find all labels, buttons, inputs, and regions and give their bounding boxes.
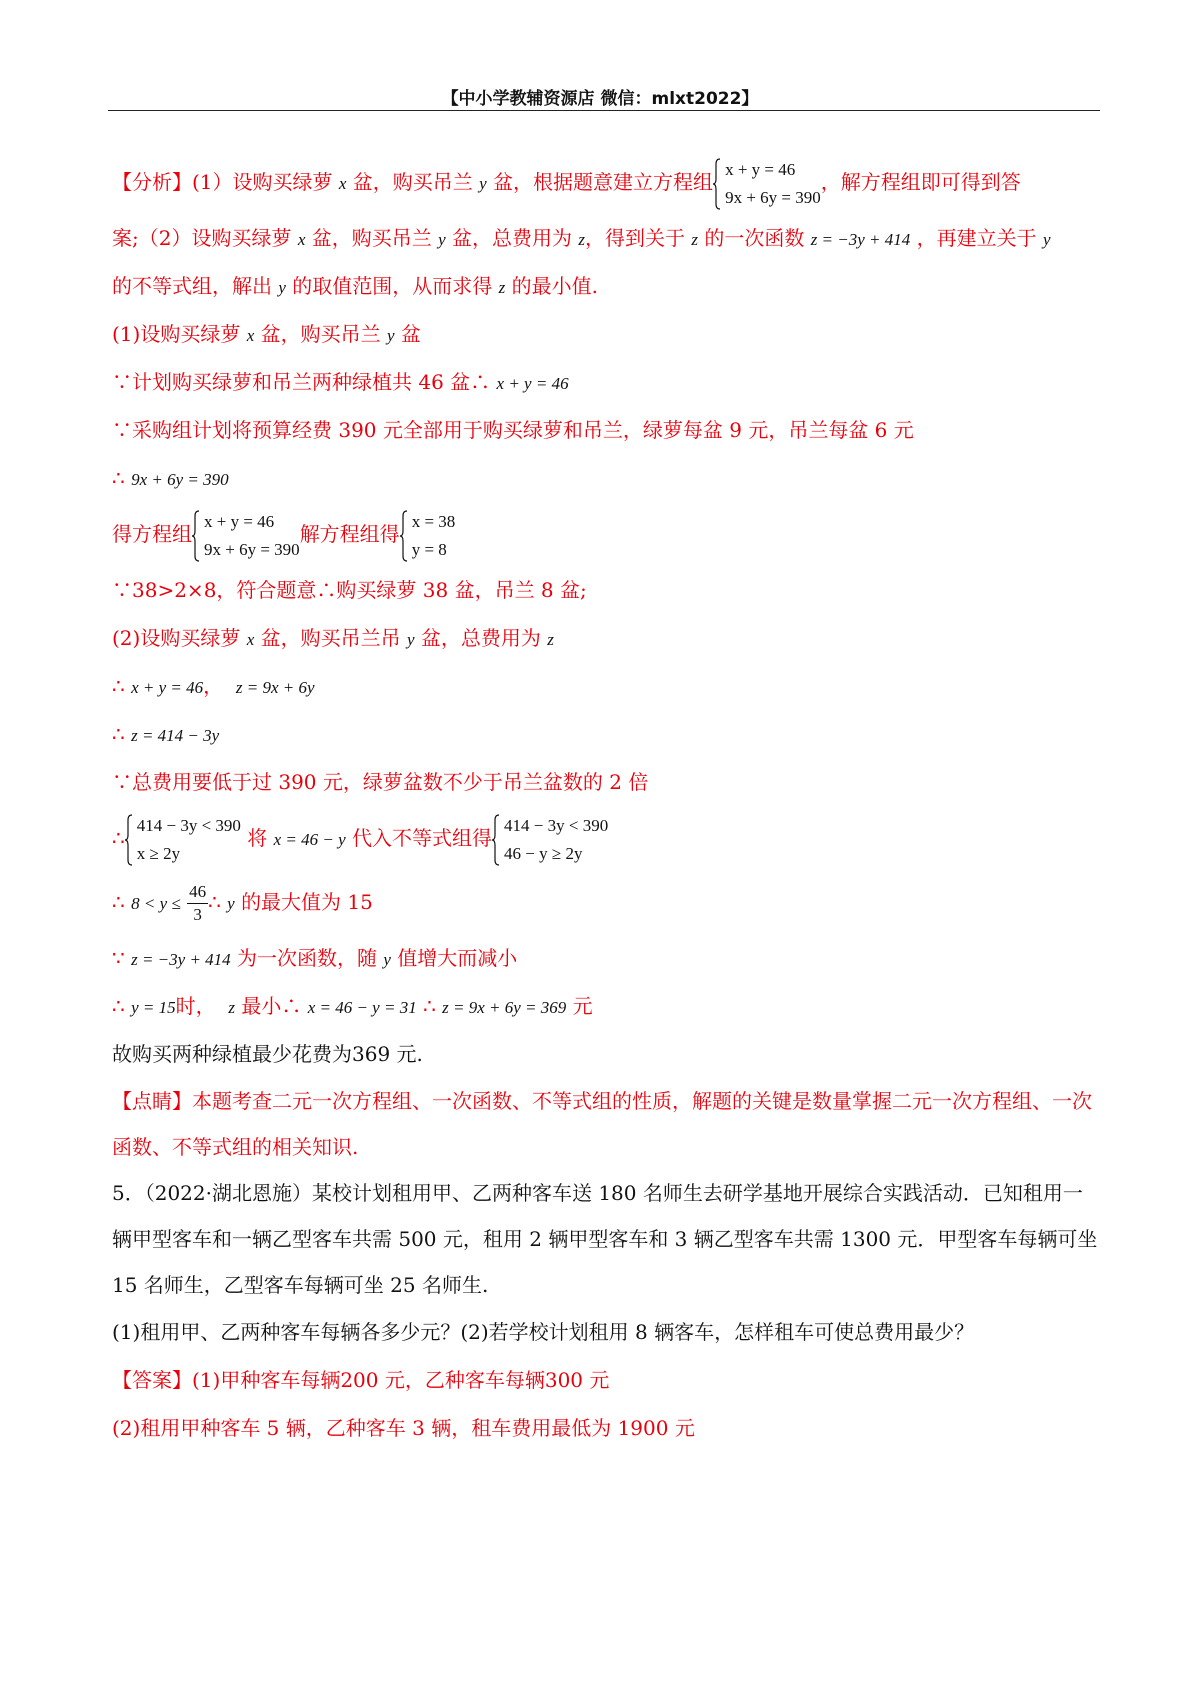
analysis-line-3: 的不等式组，解出 y 的取值范围，从而求得 z 的最小值.: [112, 274, 598, 298]
brace-icon: [192, 510, 200, 562]
brace-icon: [400, 510, 408, 562]
question-5-ask: (1)租用甲、乙两种客车每辆各多少元？(2)若学校计划租用 8 辆客车，怎样租车可使总费用最少？: [112, 1320, 975, 1344]
equation-system: x + y = 46 9x + 6y = 390: [192, 508, 300, 564]
solution-system: x = 38 y = 8: [400, 508, 456, 564]
condition-line: ∵总费用要低于过 390 元，绿萝盆数不少于吊兰盆数的 2 倍: [112, 770, 649, 794]
system-and-solution: 得方程组 x + y = 46 9x + 6y = 390 解方程组得 x = 38 y = 8: [112, 502, 1102, 566]
therefore-eqs: ∴ x + y = 46， z = 9x + 6y: [112, 674, 315, 698]
answer-line-2: (2)租用甲种客车 5 辆，乙种客车 3 辆，租车费用最低为 1900 元: [112, 1416, 695, 1440]
header-rule: [108, 110, 1100, 111]
inequality-system: 414 − 3y < 390 x ≥ 2y: [125, 812, 241, 868]
part1-setup: (1)设购买绿萝 x 盆，购买吊兰 y 盆: [112, 322, 421, 346]
page-header: 【中小学教辅资源店 微信：mlxt2022】: [441, 89, 759, 109]
document-body: [112, 150, 1102, 1452]
fraction: $\frac{46}{3}$: [189, 882, 207, 924]
brace-icon: [713, 158, 721, 210]
therefore-cost-eq: ∴ 9x + 6y = 390: [112, 466, 229, 490]
analysis-line-2: 案;（2）设购买绿萝 x 盆，购买吊兰 y 盆，总费用为 z，得到关于 z 的一次函数 z = −3y + 414 ，再建立关于 y: [112, 226, 1051, 250]
conclusion-line: 故购买两种绿植最少花费为369 元.: [112, 1042, 423, 1066]
inequality-systems: ∴ 414 − 3y < 390 x ≥ 2y 将 x = 46 − y 代入不等式组得 414 − 3y < 390 46 − y ≥ 2y: [112, 806, 1102, 870]
answer-line-1: 【答案】(1)甲种客车每辆200 元，乙种客车每辆300 元: [112, 1368, 610, 1392]
therefore-z: ∴ z = 414 − 3y: [112, 722, 220, 746]
brace-icon: [492, 814, 500, 866]
check-line: ∵38>2×8，符合题意∴购买绿萝 38 盆，吊兰 8 盆;: [112, 578, 587, 602]
brace-icon: [125, 814, 133, 866]
question-5: 5．（2022·湖北恩施）某校计划租用甲、乙两种客车送 180 名师生去研学基地开展综合实践活动．已知租用一辆甲型客车和一辆乙型客车共需 500 元，租用 2 辆甲型客车和 3 辆乙型客车共需 1300 元．甲型客车每辆可坐 15 名师生，乙型客车每辆可坐 25 名师生.: [112, 1181, 1098, 1297]
because-line-2: ∵采购组计划将预算经费 390 元全部用于购买绿萝和吊兰，绿萝每盆 9 元，吊兰每盆 6 元: [112, 418, 914, 442]
part2-setup: (2)设购买绿萝 x 盆，购买吊兰吊 y 盆，总费用为 z: [112, 626, 554, 650]
equation-system: x + y = 46 9x + 6y = 390: [713, 156, 821, 212]
linear-fn-line: ∵ z = −3y + 414 为一次函数，随 y 值增大而减小: [112, 946, 518, 970]
range-line: ∴ 8 < y ≤ $\frac{46}{3}$ ∴ y 的最大值为 15: [112, 882, 373, 924]
analysis-tag: 【分析】: [112, 170, 192, 194]
inequality-system-substituted: 414 − 3y < 390 46 − y ≥ 2y: [492, 812, 608, 868]
comment-paragraph: 【点睛】本题考查二元一次方程组、一次函数、不等式组的性质，解题的关键是数量掌握二元一次方程组、一次函数、不等式组的相关知识.: [112, 1089, 1092, 1159]
minimum-line: ∴ y = 15时， z 最小∴ x = 46 − y = 31 ∴ z = 9x + 6y = 369 元: [112, 994, 593, 1018]
analysis-line-1: 【分析】(1）设购买绿萝 x 盆，购买吊兰 y 盆，根据题意建立方程组 x + y = 46 9x + 6y = 390 ，解方程组即可得到答: [112, 150, 1102, 214]
because-line-1: ∵计划购买绿萝和吊兰两种绿植共 46 盆∴ x + y = 46: [112, 370, 569, 394]
